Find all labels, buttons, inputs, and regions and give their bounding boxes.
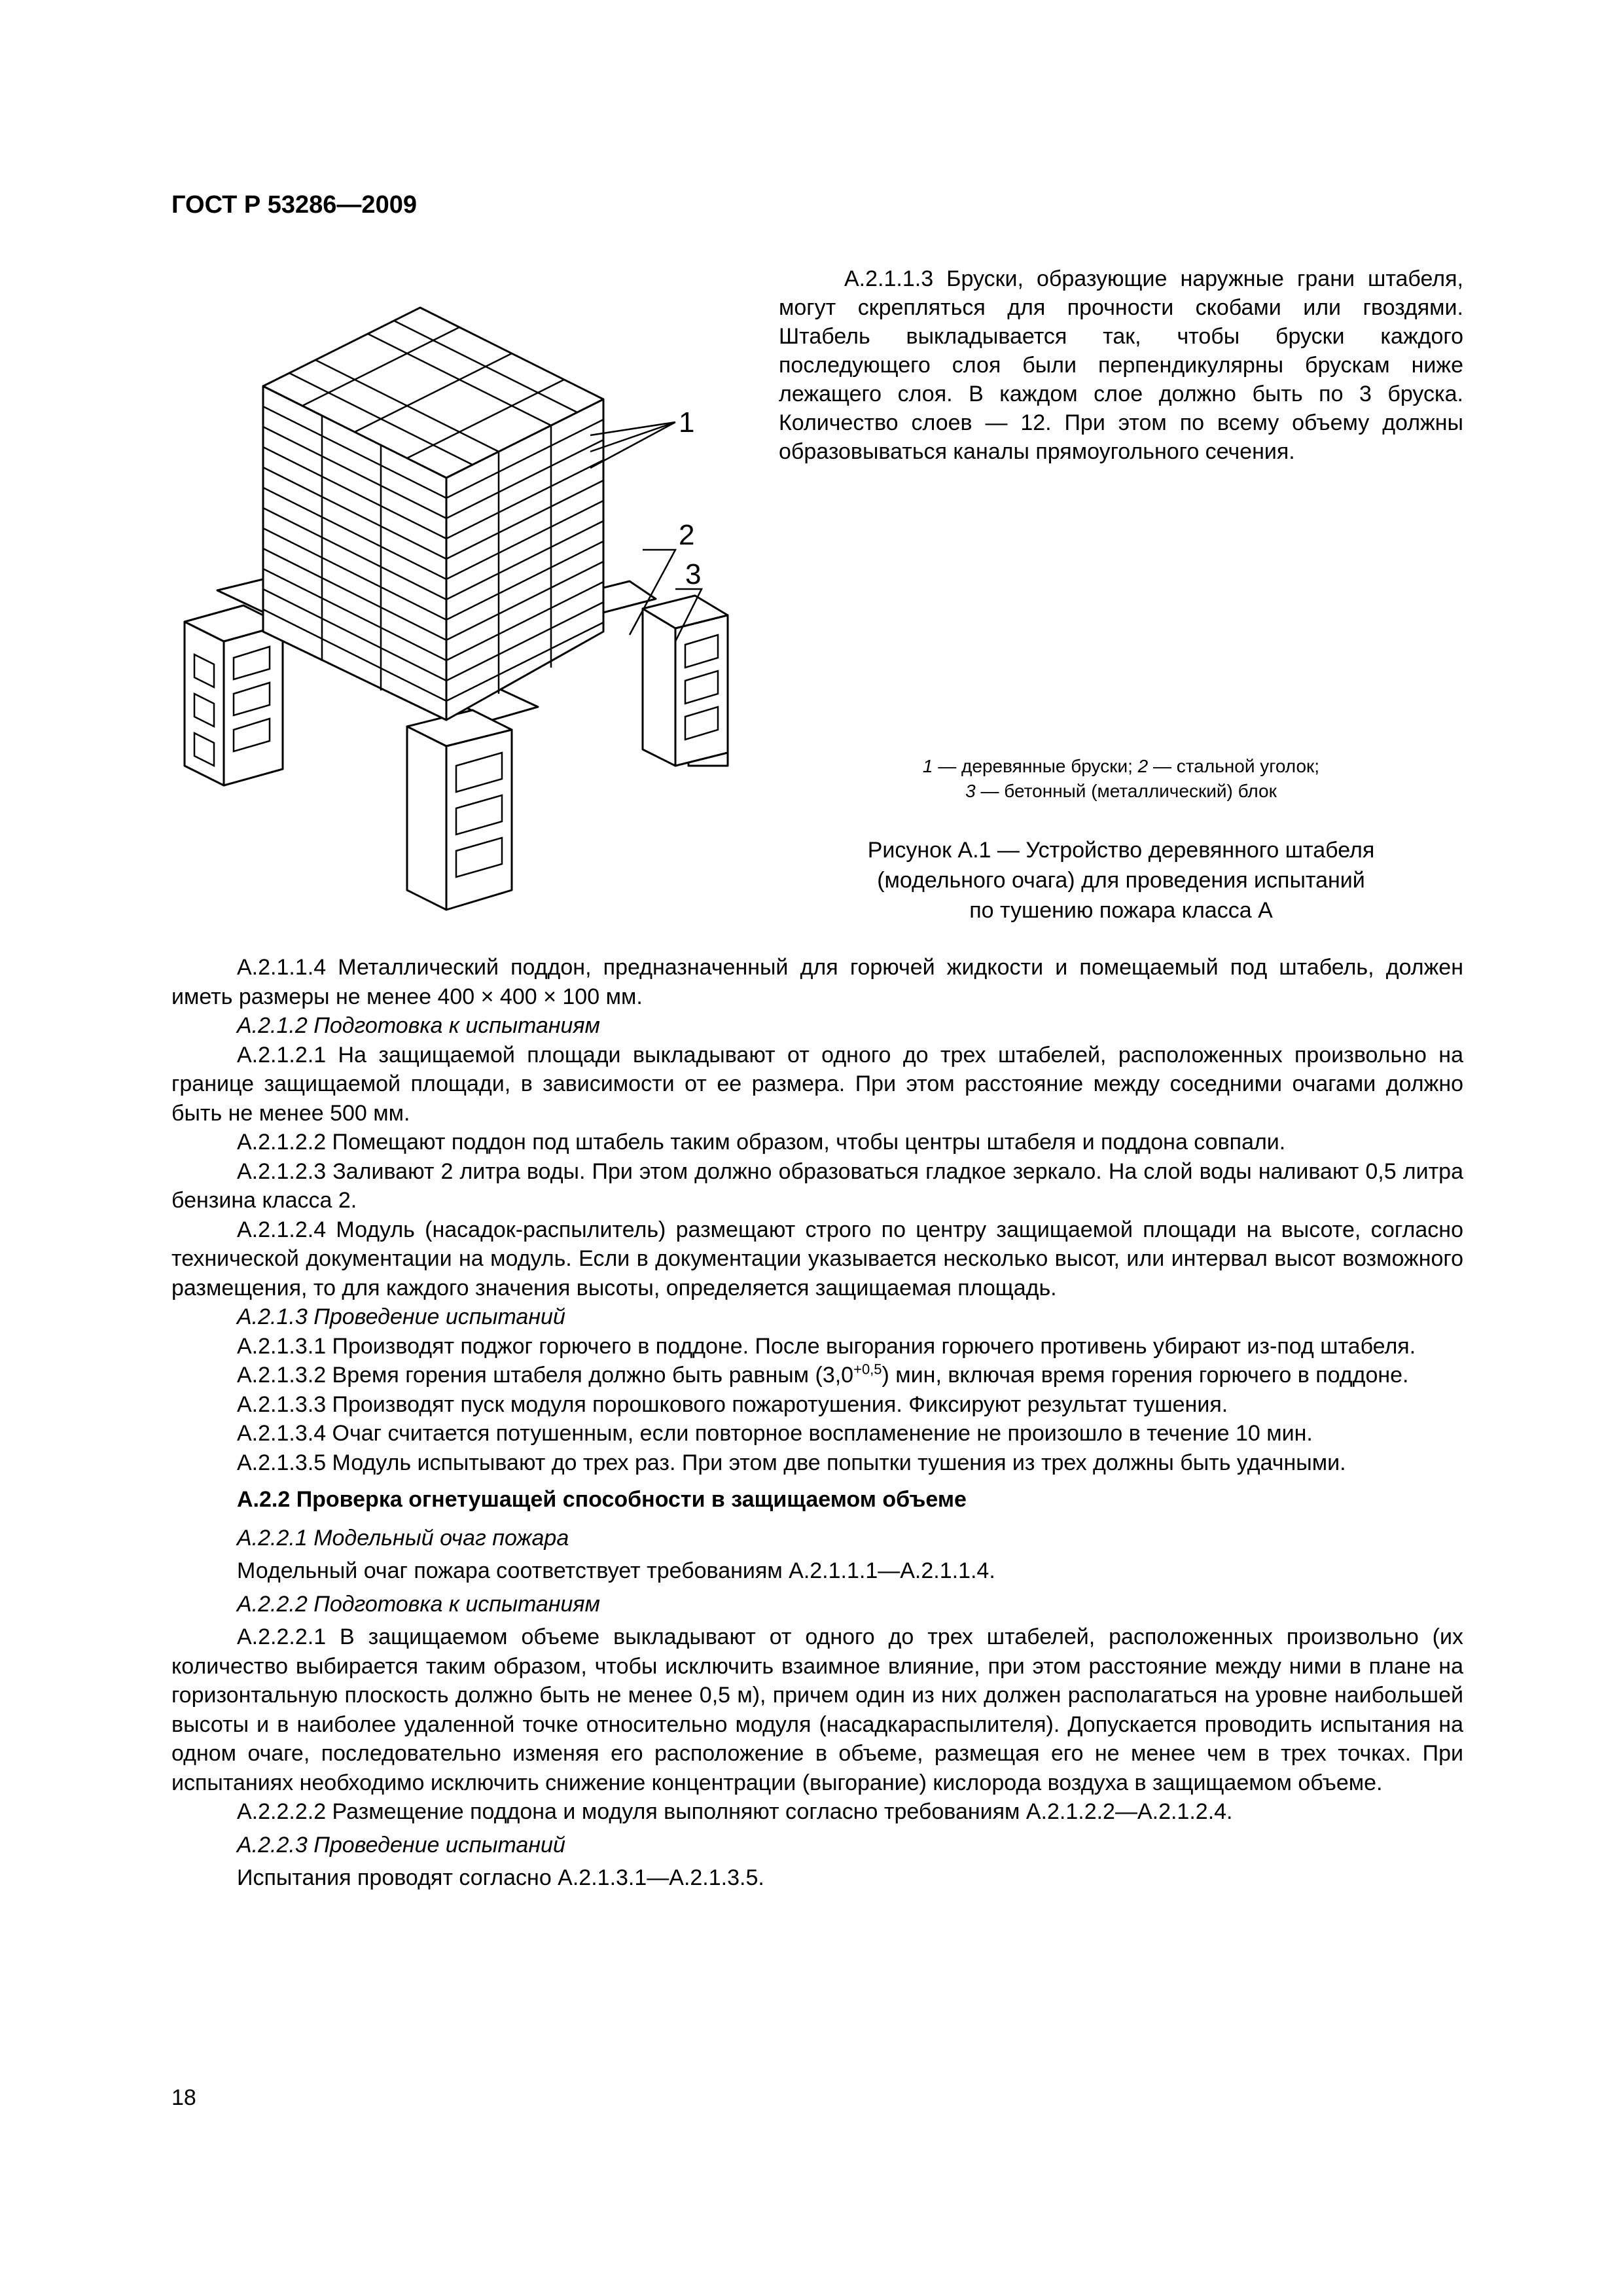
- paragraph: Модельный очаг пожара соответствует требованиям А.2.1.1.1—А.2.1.1.4.: [237, 1558, 995, 1583]
- paragraph: А.2.1.2.3 Заливают 2 литра воды. При этом должно образоваться гладкое зеркало. На слой воды наливают 0,5 литра бензина класса 2.: [171, 1158, 1463, 1213]
- legend-line-1: 1 — деревянные бруски; 2 — стальной уголок;: [922, 756, 1320, 776]
- callout-3: 3: [685, 558, 702, 590]
- paragraph: А.2.1.3.5 Модуль испытывают до трех раз. При этом две попытки тушения из трех должны быть удачными.: [237, 1450, 1346, 1475]
- callout-1: 1: [679, 406, 695, 439]
- section-heading: А.2.2 Проверка огнетушащей способности в защищаемом объеме: [237, 1487, 967, 1512]
- crib-figure: [171, 268, 734, 936]
- subsection-heading: А.2.2.1 Модельный очаг пожара: [237, 1525, 569, 1551]
- page-number: 18: [171, 2085, 196, 2110]
- figure-caption: Рисунок А.1 — Устройство деревянного штабеля (модельного очага) для проведения испытаний по тушению пожара класса А: [867, 838, 1375, 923]
- paragraph: А.2.2.2.2 Размещение поддона и модуля выполняют согласно требованиям А.2.1.2.2—А.2.1.2.4.: [237, 1799, 1233, 1824]
- subsection-heading: А.2.2.3 Проведение испытаний: [237, 1832, 565, 1857]
- paragraph: А.2.1.2.1 На защищаемой площади выкладывают от одного до трех штабелей, расположенных произвольно на границе защищаемой площади, в зависимости от ее размера. При этом расстояние между соседними очагами должно быть не менее 500 мм.: [171, 1042, 1463, 1126]
- paragraph: А.2.1.1.4 Металлический поддон, предназначенный для горючей жидкости и помещаемый под штабель, должен иметь размеры не менее 400 × 400 × 100 мм.: [171, 955, 1463, 1009]
- paragraph: Испытания проводят согласно А.2.1.3.1—А.2.1.3.5.: [237, 1865, 764, 1890]
- paragraph: А.2.1.3.4 Очаг считается потушенным, если повторное воспламенение не произошло в течение 10 мин.: [237, 1421, 1313, 1446]
- subsection-heading: А.2.1.2 Подготовка к испытаниям: [237, 1013, 600, 1038]
- paragraph: А.2.2.2.1 В защищаемом объеме выкладывают от одного до трех штабелей, расположенных произвольно (их количество выбирается таким образом, чтобы исключить взаимное влияние, при этом расстояние между ними в плане на горизонтальную плоскость должно быть не менее 0,5 м), причем один из них должен располагаться на уровне наибольшей высоты и в наиболее удаленной точке относительно модуля (насадкараспылителя). Допускается проводить испытания на одном очаге, последовательно изменяя его расположение в объеме, размещая его не менее чем в трех точках. При испытаниях необходимо исключить снижение концентрации (выгорание) кислорода воздуха в защищаемом объеме.: [171, 1624, 1463, 1795]
- paragraph-a21113: А.2.1.1.3 Бруски, образующие наружные грани штабеля, могут скрепляться для прочности скобами или гвоздями. Штабель выкладывается так, чтобы бруски каждого последующего слоя были перпендикулярны брускам ниже лежащего слоя. В каждом слое должно быть по 3 бруска. Количество слоев — 12. При этом по всему объему должны образовываться каналы прямоугольного сечения.: [779, 266, 1463, 464]
- paragraph: А.2.1.3.1 Производят поджог горючего в поддоне. После выгорания горючего противень убирают из-под штабеля.: [237, 1333, 1416, 1359]
- figure-legend: [779, 754, 1463, 804]
- legend-line-2: 3 — бетонный (металлический) блок: [965, 781, 1277, 801]
- subsection-heading: А.2.1.3 Проведение испытаний: [237, 1304, 565, 1329]
- document-header: ГОСТ Р 53286—2009: [171, 191, 417, 219]
- figure-side-text: [779, 264, 1463, 466]
- paragraph: А.2.1.3.3 Производят пуск модуля порошкового пожаротушения. Фиксируют результат тушения.: [237, 1391, 1228, 1417]
- paragraph: А.2.1.3.2 Время горения штабеля должно быть равным $(3,0^{+0,5})$ мин, включая время горения горючего в поддоне.: [237, 1361, 1409, 1388]
- paragraph: А.2.1.2.4 Модуль (насадок-распылитель) размещают строго по центру защищаемой площади на высоте, согласно технической документации на модуль. Если в документации указывается несколько высот, или интервал высот возможного размещения, то для каждого значения высоты, определяется защищаемая площадь.: [171, 1217, 1463, 1300]
- document-body: [171, 953, 1463, 1893]
- paragraph: А.2.1.2.2 Помещают поддон под штабель таким образом, чтобы центры штабеля и поддона совпали.: [237, 1130, 1286, 1155]
- subsection-heading: А.2.2.2 Подготовка к испытаниям: [237, 1591, 600, 1617]
- callout-2: 2: [679, 519, 695, 551]
